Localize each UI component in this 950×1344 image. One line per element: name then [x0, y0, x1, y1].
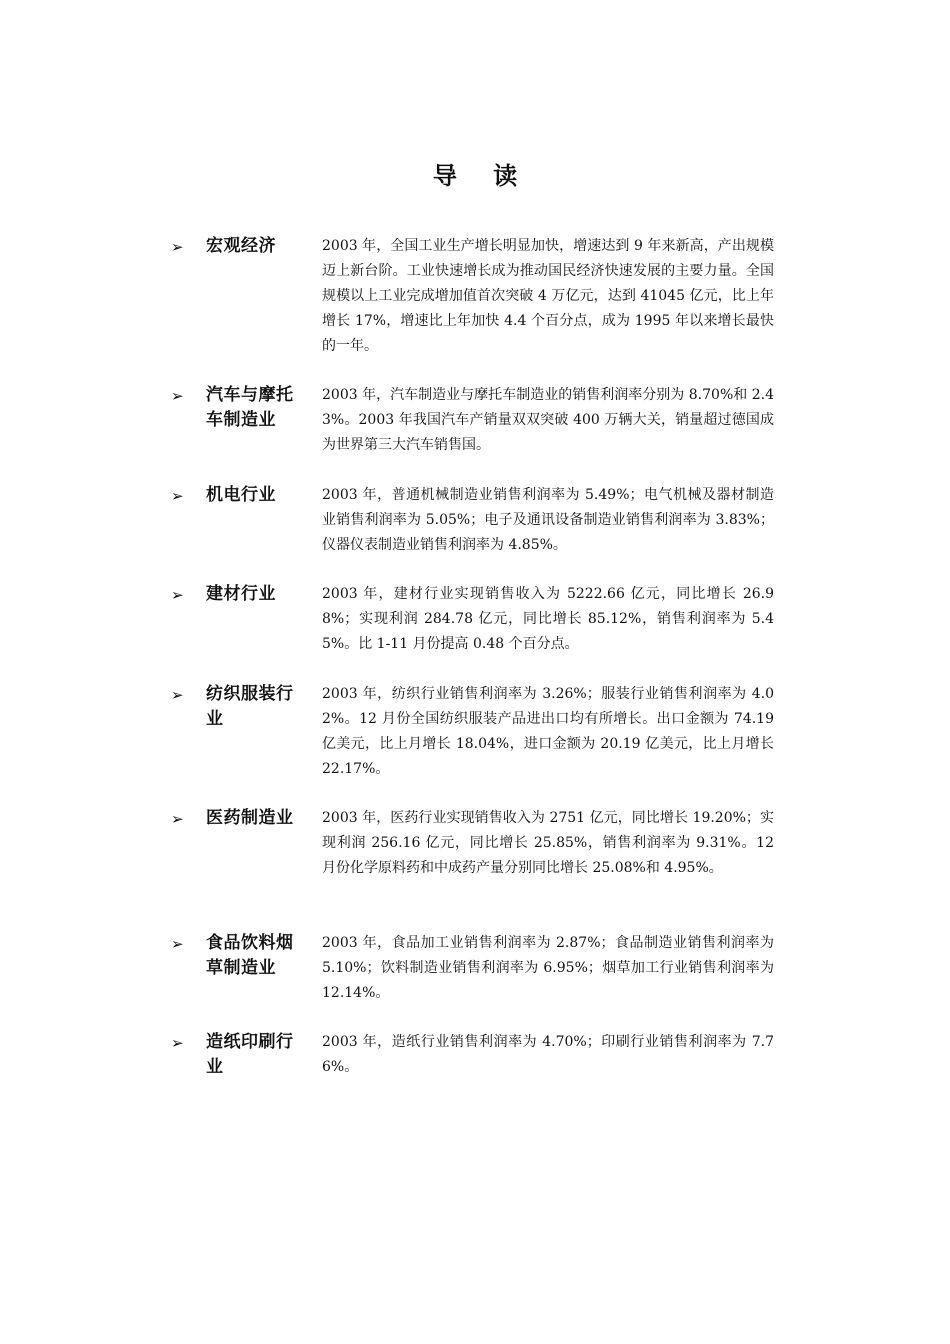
section-heading: 汽车与摩托车制造业 [206, 385, 294, 430]
section-heading: 造纸印刷行业 [206, 1032, 294, 1077]
section-body: 2003 年，全国工业生产增长明显加快，增速达到 9 年来新高，产出规模迈上新台阶。工业快速增长成为推动国民经济快速发展的主要力量。全国规模以上工业完成增加值首次突破 4 万亿元，达到 41045 亿元，比上年增长 17%，增速比上年加快 4.4 个百分点，成为 1995 年以来增长最快的一年。 [322, 238, 774, 354]
section-body: 2003 年，建材行业实现销售收入为 5222.66 亿元，同比增长 26.98%；实现利润 284.78 亿元，同比增长 85.12%，销售利润率为 5.45%。比 1-11 月份提高 0.48 个百分点。 [322, 586, 774, 652]
section-heading: 机电行业 [206, 485, 276, 505]
arrow-bullet-icon: ➢ [171, 810, 184, 828]
section-body: 2003 年，汽车制造业与摩托车制造业的销售利润率分别为 8.70%和 2.43%。2003 年我国汽车产销量双双突破 400 万辆大关，销量超过德国成为世界第三大汽车销售国。 [322, 387, 774, 453]
section-body: 2003 年，医药行业实现销售收入为 2751 亿元，同比增长 19.20%；实现利润 256.16 亿元，同比增长 25.85%，销售利润率为 9.31%。12 月份化学原料药和中成药产量分别同比增长 25.08%和 4.95%。 [322, 810, 774, 876]
arrow-bullet-icon: ➢ [171, 238, 184, 256]
section-heading: 食品饮料烟草制造业 [206, 933, 294, 978]
arrow-bullet-icon: ➢ [171, 387, 184, 405]
section-body: 2003 年，纺织行业销售利润率为 3.26%；服装行业销售利润率为 4.02%。12 月份全国纺织服装产品进出口均有所增长。出口金额为 74.19 亿美元，比上月增长 18.04%，进口金额为 20.19 亿美元，比上月增长 22.17%。 [322, 686, 774, 777]
arrow-bullet-icon: ➢ [171, 686, 184, 704]
section-heading: 建材行业 [206, 584, 276, 604]
arrow-bullet-icon: ➢ [171, 1034, 184, 1052]
section-body: 2003 年，造纸行业销售利润率为 4.70%；印刷行业销售利润率为 7.76%。 [322, 1034, 774, 1075]
arrow-bullet-icon: ➢ [171, 586, 184, 604]
section-heading: 医药制造业 [206, 808, 294, 828]
section-heading: 纺织服装行业 [206, 684, 294, 729]
section-heading: 宏观经济 [206, 236, 276, 256]
arrow-bullet-icon: ➢ [171, 935, 184, 953]
section-body: 2003 年，普通机械制造业销售利润率为 5.49%；电气机械及器材制造业销售利润率为 5.05%；电子及通讯设备制造业销售利润率为 3.83%；仪器仪表制造业销售利润率为 4.85%。 [322, 487, 774, 553]
arrow-bullet-icon: ➢ [171, 487, 184, 505]
page-title: 导 读 [432, 162, 532, 190]
section-body: 2003 年，食品加工业销售利润率为 2.87%；食品制造业销售利润率为 5.10%；饮料制造业销售利润率为 6.95%；烟草加工行业销售利润率为 12.14%。 [322, 935, 774, 1001]
